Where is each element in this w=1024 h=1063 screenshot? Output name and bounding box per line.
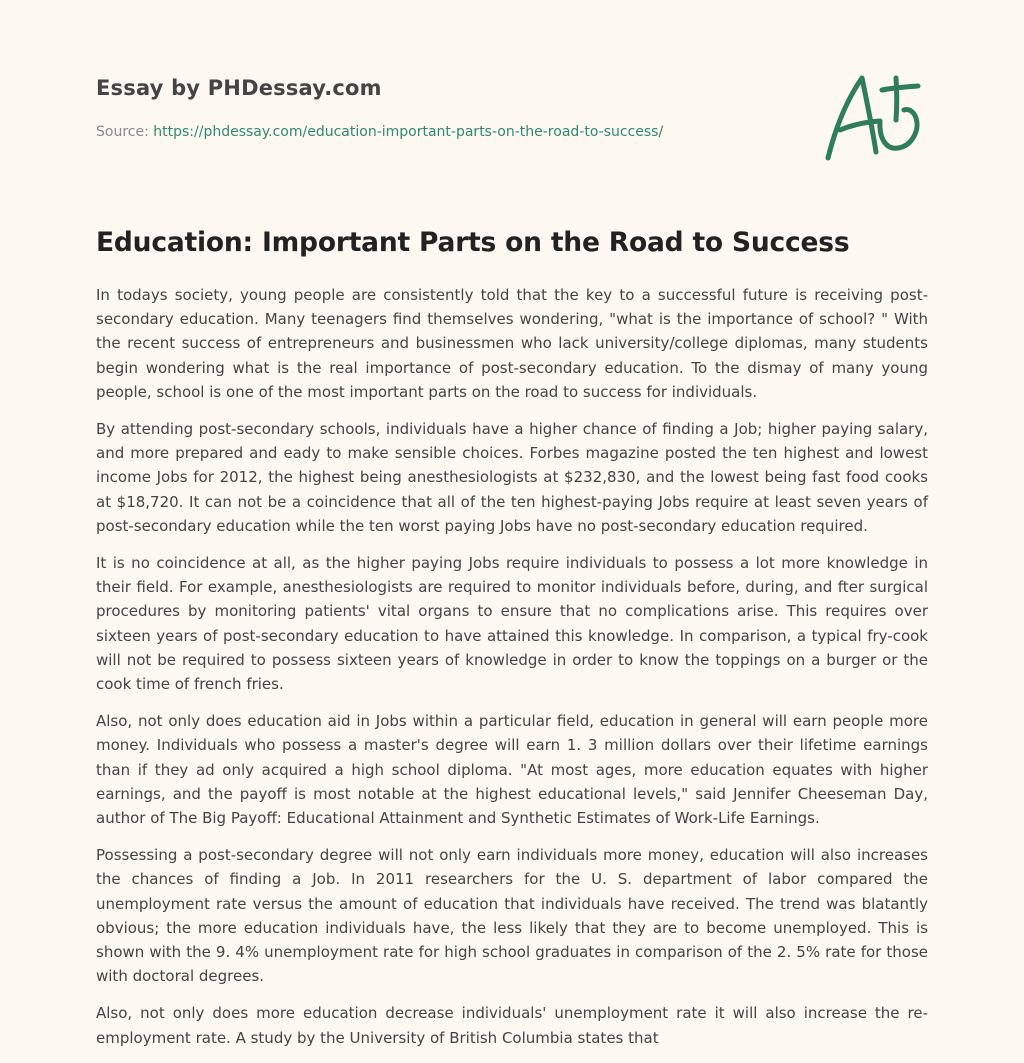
essay-paragraph: In todays society, young people are consistently told that the key to a successful future is receiving post-secondary education. Many teenagers find themselves wondering, "what is the importance of school? " With the recent success of entrepreneurs and businessmen who lack university/college diplomas, many students begin wondering what is the real importance of post-secondary education. To the dismay of many young people, school is one of the most important parts on the road to success for individuals. bbox=[96, 286, 928, 401]
site-brand: Essay by PHDessay.com bbox=[96, 76, 382, 100]
source-label: Source: bbox=[96, 124, 154, 140]
essay-paragraph: It is no coincidence at all, as the higher paying Jobs require individuals to possess a lot more knowledge in their field. For example, anesthesiologists are required to monitor individuals before, during, and fter surgical procedures by monitoring patients' vital organs to ensure that no complications arise. This requires over sixteen years of post-secondary education to have attained this knowledge. In comparison, a typical fry-cook will not be required to possess sixteen years of knowledge in order to know the toppings on a burger or the cook time of french fries. bbox=[96, 554, 928, 694]
source-line bbox=[96, 124, 663, 140]
essay-paragraph: Possessing a post-secondary degree will not only earn individuals more money, education will also increases the chances of finding a Job. In 2011 researchers for the U. S. department of labor compared the unemployment rate versus the amount of education that individuals have received. The trend was blatantly obvious; the more education individuals have, the less likely that they are to become unemployed. This is shown with the 9. 4% unemployment rate for high school graduates in comparison of the 2. 5% rate for those with doctoral degrees. bbox=[96, 846, 928, 986]
essay-body bbox=[96, 283, 928, 1063]
essay-paragraph: By attending post-secondary schools, individuals have a higher chance of finding a Job; higher paying salary, and more prepared and eady to make sensible choices. Forbes magazine posted the ten highest and lowest income Jobs for 2012, the highest being anesthesiologists at $232,830, and the lowest being fast food cooks at $18,720. It can not be a coincidence that all of the ten highest-paying Jobs require at least seven years of post-secondary education while the ten worst paying Jobs have no post-secondary education required. bbox=[96, 420, 928, 535]
essay-paragraph: Also, not only does more education decrease individuals' unemployment rate it will also increase the re-employment rate. A study by the University of British Columbia states that bbox=[96, 1004, 928, 1047]
source-link[interactable]: https://phdessay.com/education-important-parts-on-the-road-to-success/ bbox=[153, 124, 664, 140]
a-plus-logo-icon bbox=[818, 66, 930, 166]
essay-paragraph: Also, not only does education aid in Jobs within a particular field, education in general will earn people more money. Individuals who possess a master's degree will earn 1. 3 million dollars over their lifetime earnings than if they ad only acquired a high school diploma. "At most ages, more education equates with higher earnings, and the payoff is most notable at the highest educational levels," said Jennifer Cheeseman Day, author of The Big Payoff: Educational Attainment and Synthetic Estimates of Work-Life Earnings. bbox=[96, 712, 928, 828]
essay-title: Education: Important Parts on the Road to Success bbox=[96, 227, 850, 258]
